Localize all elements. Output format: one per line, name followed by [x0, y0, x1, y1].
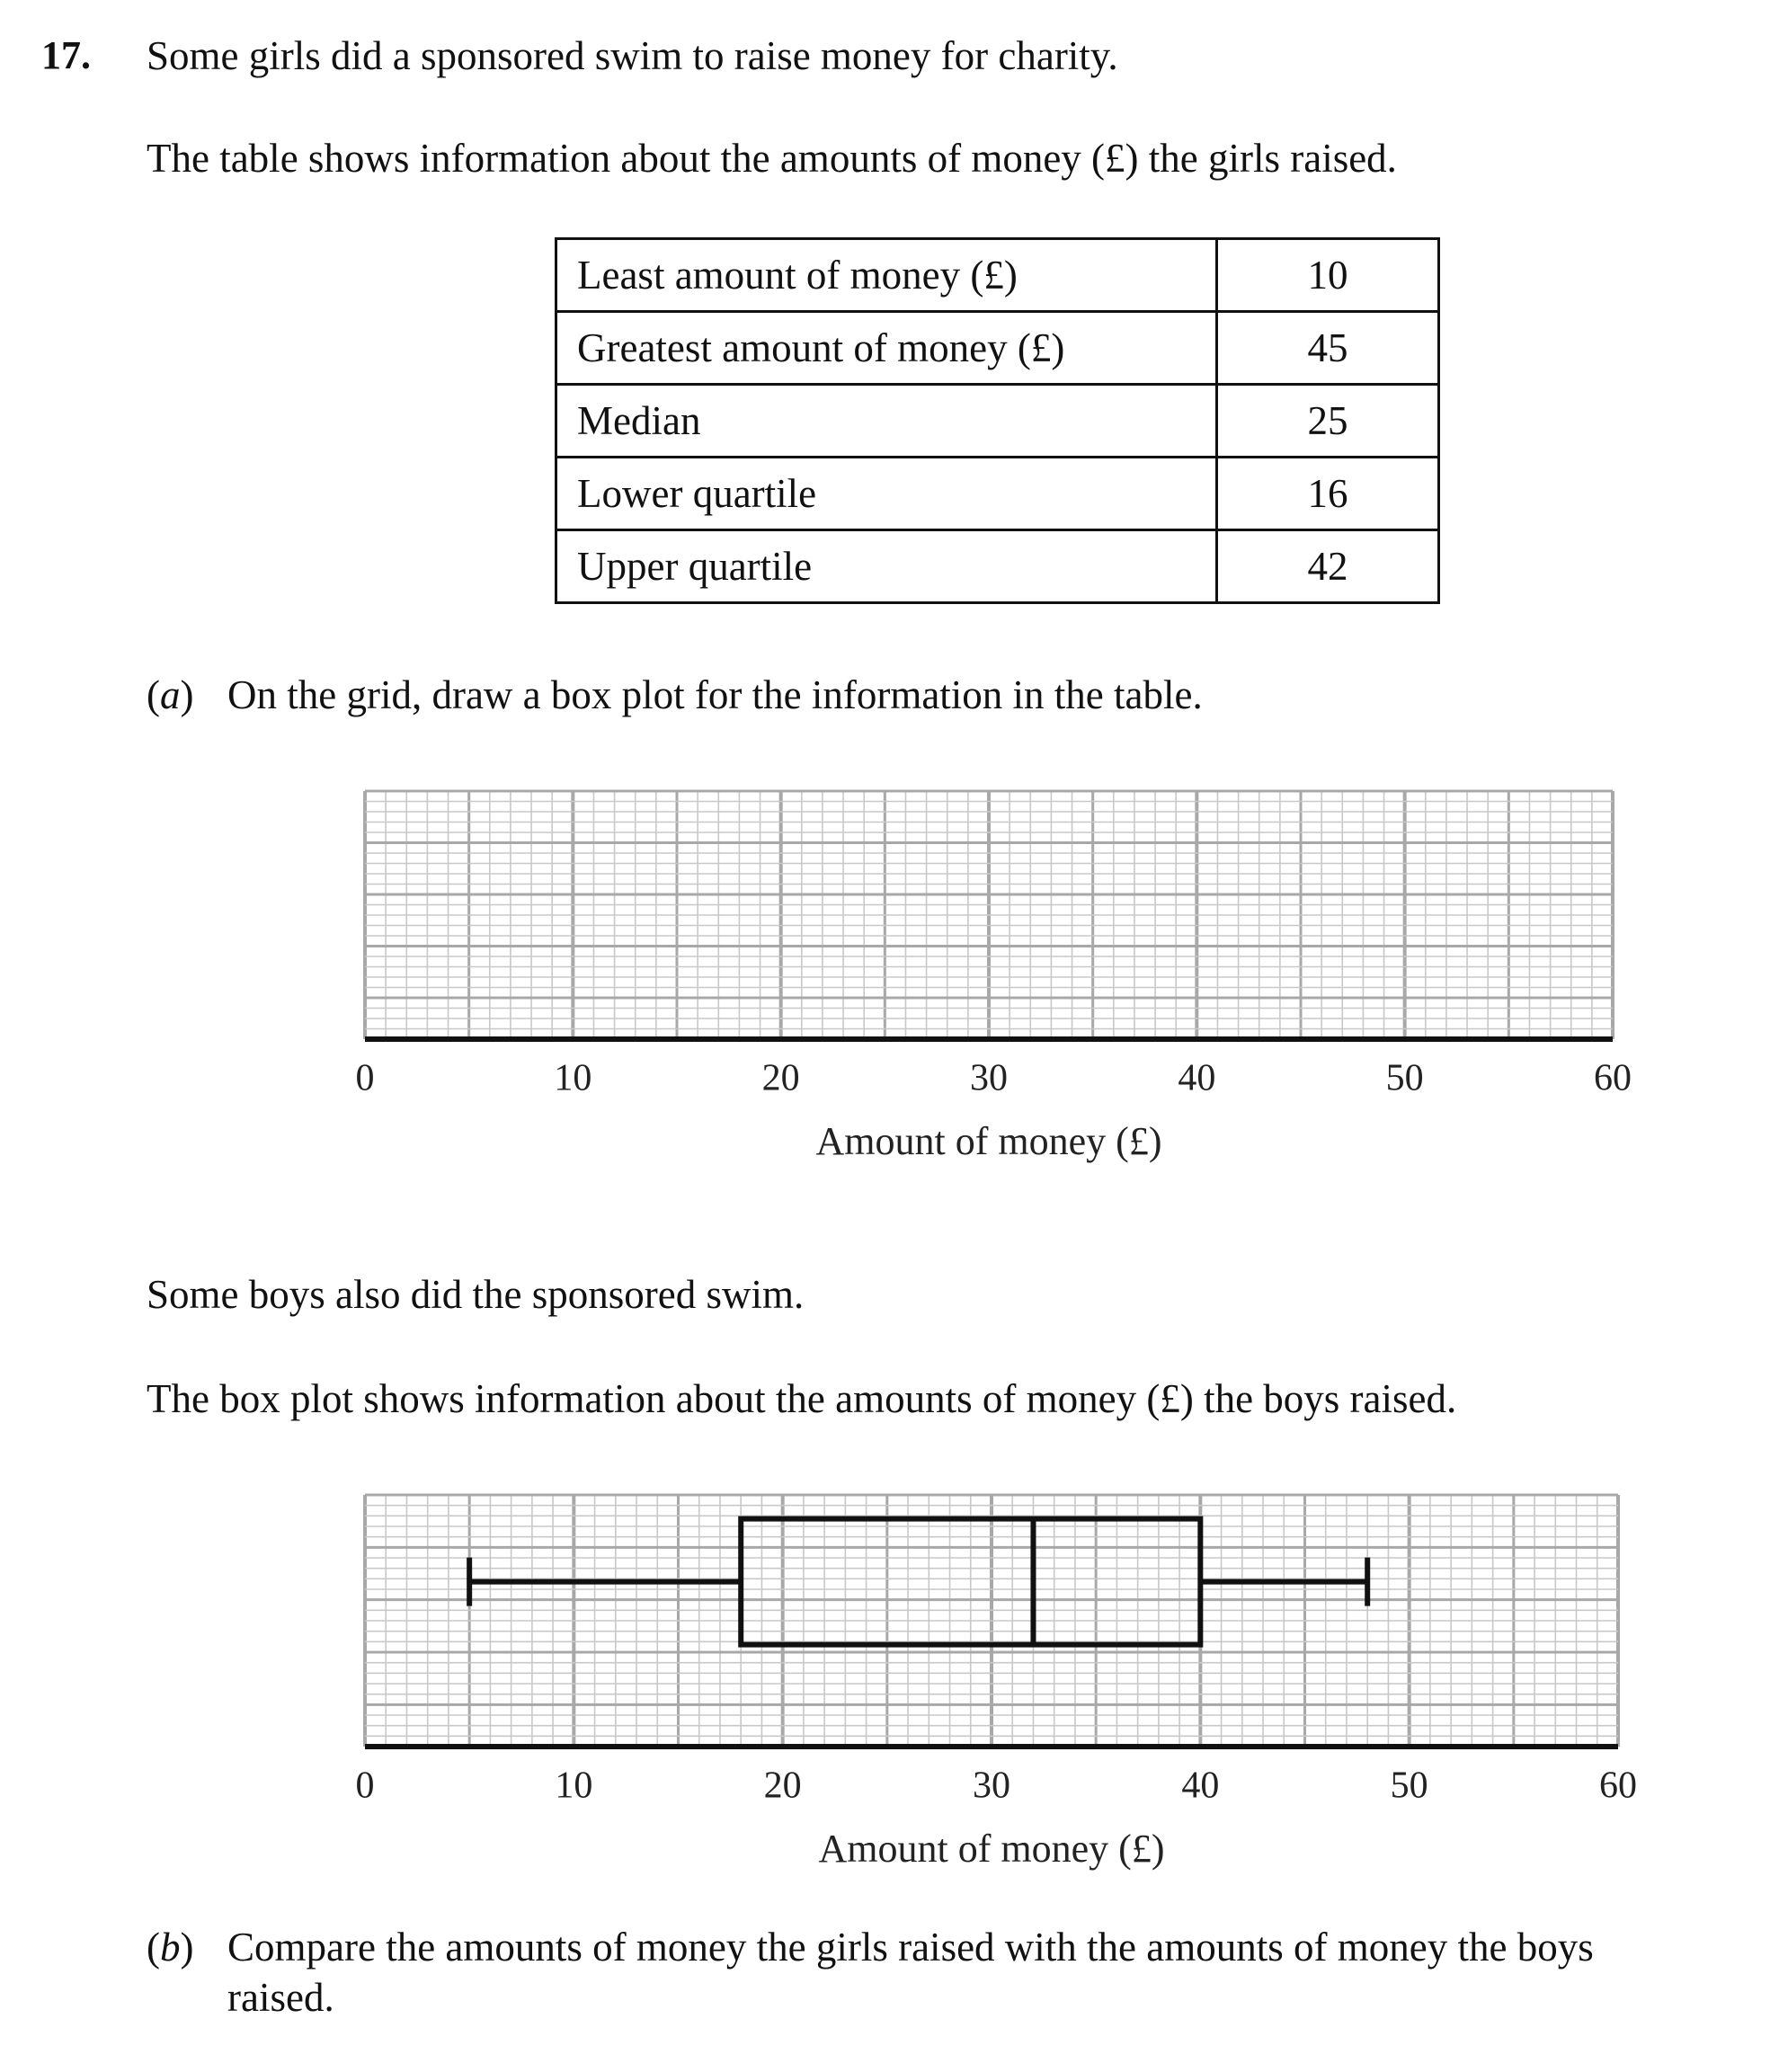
x-axis-label: Amount of money (£)	[815, 1119, 1162, 1164]
x-tick-label: 40	[1181, 1765, 1220, 1807]
part-a-letter: (a)	[147, 672, 194, 717]
table-row-label: Lower quartile	[556, 458, 1217, 530]
table-row-label: Least amount of money (£)	[556, 239, 1217, 312]
x-tick-label: 50	[1385, 1057, 1424, 1099]
table-intro: The table shows information about the amounts of money (£) the girls raised.	[147, 136, 1397, 181]
girls-box-plot-grid[interactable]	[356, 791, 1632, 1163]
x-tick-label: 10	[554, 1057, 592, 1099]
table-row-value: 42	[1217, 530, 1439, 603]
boys-plot-intro: The box plot shows information about the amounts of money (£) the boys raised.	[147, 1376, 1457, 1421]
x-axis-label: Amount of money (£)	[818, 1827, 1165, 1872]
part-b-letter: (b)	[147, 1925, 194, 1970]
boys-intro: Some boys also did the sponsored swim.	[147, 1272, 805, 1317]
x-tick-label: 20	[761, 1057, 800, 1099]
question-number: 17.	[41, 33, 91, 77]
question-intro: Some girls did a sponsored swim to raise money for charity.	[147, 33, 1118, 78]
part-b-text-line1: Compare the amounts of money the girls raised with the amounts of money the boys	[227, 1925, 1594, 1970]
table-row-value: 45	[1217, 312, 1439, 385]
x-tick-label: 0	[355, 1765, 375, 1807]
x-tick-label: 30	[973, 1765, 1010, 1807]
part-b-text-line2: raised.	[227, 1975, 334, 2020]
table-row-label: Upper quartile	[556, 530, 1217, 603]
x-tick-label: 0	[355, 1057, 375, 1099]
table-row-label: Median	[556, 385, 1217, 458]
x-tick-label: 10	[555, 1765, 593, 1807]
x-tick-label: 50	[1390, 1765, 1428, 1807]
table-row-value: 25	[1217, 385, 1439, 458]
x-tick-label: 20	[763, 1765, 802, 1807]
x-tick-label: 40	[1178, 1057, 1216, 1099]
boys-box-plot	[356, 1495, 1638, 1871]
table-row-label: Greatest amount of money (£)	[556, 312, 1217, 385]
table-row-value: 16	[1217, 458, 1439, 530]
x-tick-label: 60	[1599, 1765, 1637, 1807]
table-row-value: 10	[1217, 239, 1439, 312]
part-a-text: On the grid, draw a box plot for the information in the table.	[227, 672, 1203, 717]
x-tick-label: 30	[970, 1057, 1008, 1099]
x-tick-label: 60	[1594, 1057, 1632, 1099]
